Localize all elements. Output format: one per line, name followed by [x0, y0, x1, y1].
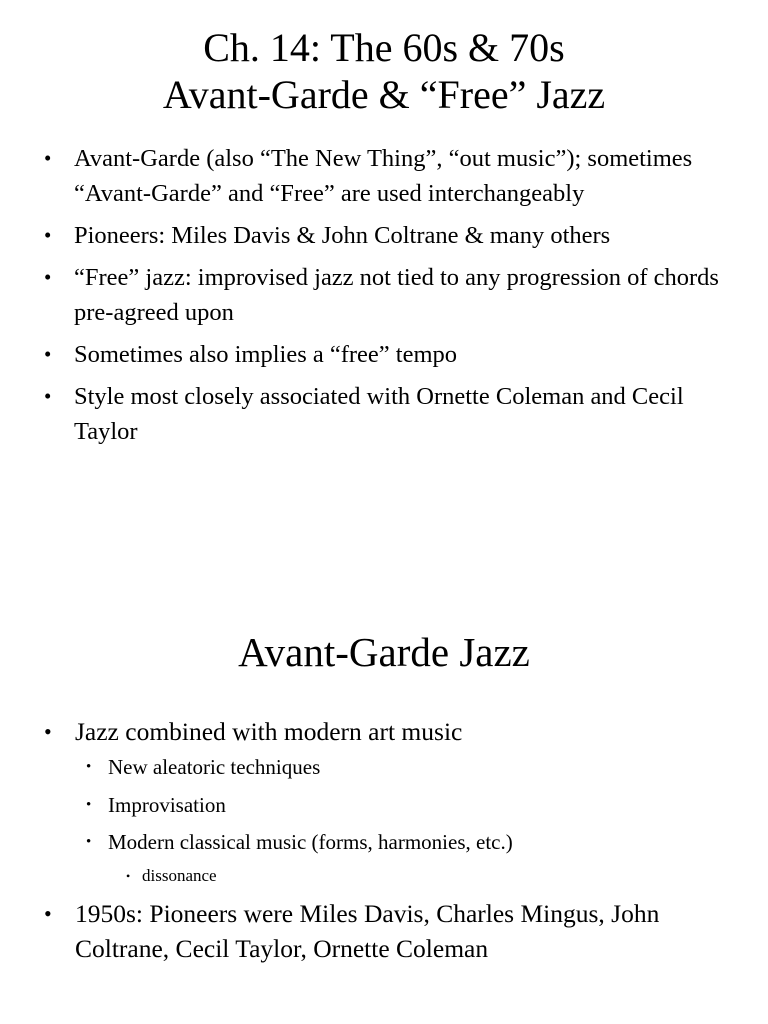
sub-bullet-text: Improvisation	[108, 792, 226, 817]
sub-list-item	[44, 824, 744, 862]
bullet-text: Style most closely associated with Ornette Coleman and Cecil Taylor	[74, 383, 684, 445]
bullet-icon: •	[44, 719, 52, 744]
sub-list-item	[44, 749, 744, 787]
sub-list-item	[44, 787, 744, 825]
slide-2-bullet-list	[44, 714, 744, 966]
bullet-text: Sometimes also implies a “free” tempo	[74, 341, 458, 368]
slide-1-title	[0, 24, 768, 118]
slide-2	[0, 512, 768, 1024]
sub-sub-list-item	[44, 862, 744, 890]
sub-sub-bullet-text: dissonance	[142, 865, 217, 885]
bullet-text: Jazz combined with modern art music	[75, 717, 463, 746]
bullet-text: 1950s: Pioneers were Miles Davis, Charles Mingus, John Coltrane, Cecil Taylor, Ornette Coleman	[75, 898, 660, 963]
list-item	[44, 379, 744, 449]
bullet-icon: •	[86, 759, 92, 775]
list-item	[44, 714, 744, 749]
bullet-text: “Free” jazz: improvised jazz not tied to any progression of chords pre-agreed upon	[74, 264, 719, 326]
bullet-icon: •	[126, 868, 131, 883]
slide-1-bullet-list	[44, 141, 744, 456]
bullet-text: Avant-Garde (also “The New Thing”, “out music”); sometimes “Avant-Garde” and “Free” are used interchangeably	[74, 145, 693, 207]
bullet-icon: •	[44, 384, 52, 408]
list-item	[44, 260, 744, 330]
bullet-icon: •	[44, 146, 52, 170]
bullet-icon: •	[86, 834, 92, 850]
slide-2-title: Avant-Garde Jazz	[238, 629, 530, 675]
bullet-icon: •	[44, 265, 52, 289]
bullet-icon: •	[86, 796, 92, 813]
slide-1-title-line-2: Avant-Garde & “Free” Jazz	[162, 72, 606, 118]
bullet-text: Pioneers: Miles Davis & John Coltrane & many others	[74, 222, 611, 249]
list-item	[44, 141, 744, 211]
bullet-icon: •	[44, 342, 52, 366]
list-item	[44, 337, 744, 372]
slide-1-title-line-1: Ch. 14: The 60s & 70s	[203, 25, 565, 70]
bullet-icon: •	[44, 223, 52, 247]
list-item	[44, 218, 744, 253]
list-item	[44, 896, 744, 966]
sub-bullet-text: Modern classical music (forms, harmonies, etc.)	[108, 830, 513, 854]
bullet-icon: •	[44, 900, 52, 926]
sub-bullet-text: New aleatoric techniques	[108, 755, 321, 779]
